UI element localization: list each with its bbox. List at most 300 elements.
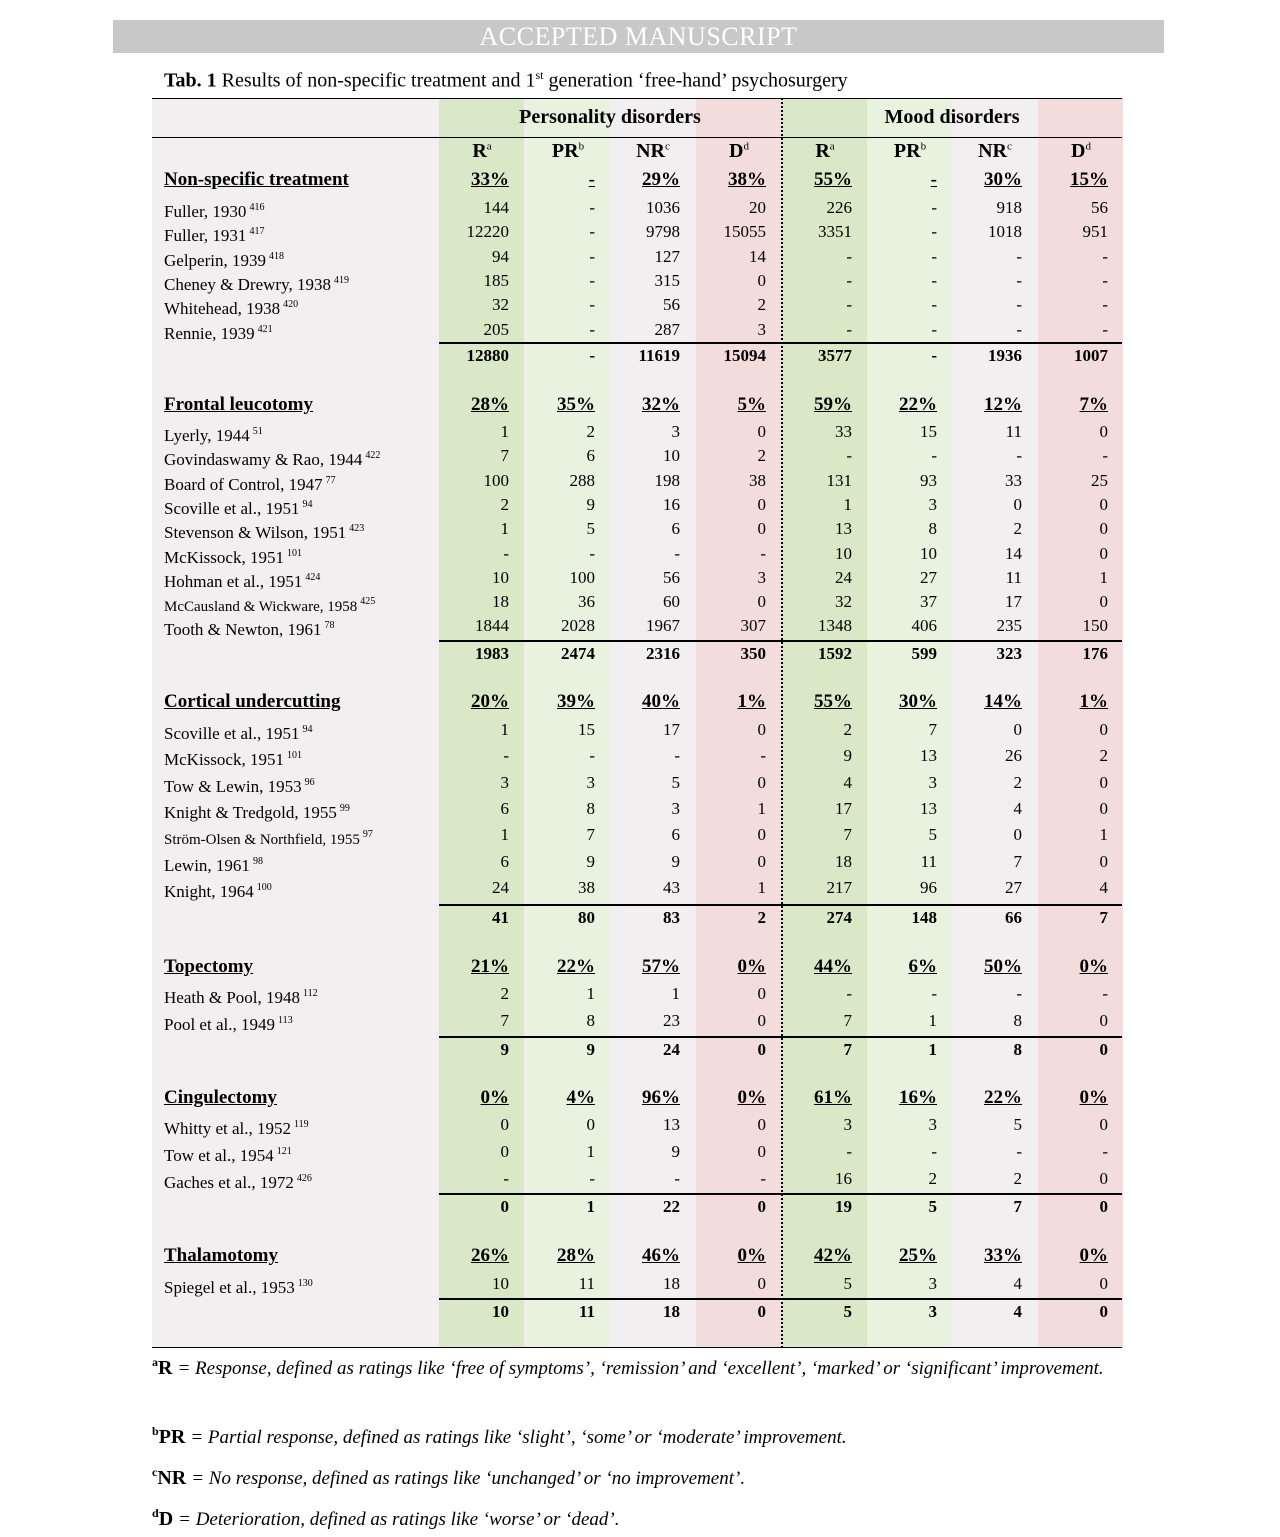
section-header-row (152, 1086, 1122, 1110)
table-cell: - (674, 543, 680, 563)
table-top-rule (152, 98, 1122, 99)
table-cell: 0 (757, 772, 766, 792)
table-row (152, 469, 1122, 493)
table-cell: 127 (654, 246, 680, 266)
table-cell: 3 (928, 1274, 937, 1293)
totals-row (152, 642, 1122, 666)
table-cell: 0 (757, 1274, 766, 1293)
table-cell: 3 (757, 567, 766, 587)
table-cell: 28% (557, 1245, 595, 1266)
table-cell: 15055 (723, 222, 766, 242)
table-cell: 24 (492, 877, 509, 897)
section-header-row (152, 690, 1122, 714)
table-cell: 7 (843, 825, 852, 845)
table-cell: 100 (483, 470, 509, 490)
table-cell: 39% (557, 691, 595, 712)
table-cell: 7 (586, 825, 595, 845)
table-cell: - (1016, 984, 1022, 1003)
table-cell: 9798 (646, 222, 680, 242)
table-cell: - (1102, 446, 1108, 466)
study-label: Fuller, 1930 $^{416}$ (164, 202, 265, 221)
table-cell: 2 (500, 494, 509, 514)
table-cell: 1 (500, 422, 509, 441)
table-cell: 1 (586, 984, 595, 1003)
table-cell: 1592 (818, 644, 852, 663)
table-cell: 24 (835, 567, 852, 587)
study-label: Fuller, 1931 $^{417}$ (164, 226, 265, 246)
table-cell: 1007 (1074, 346, 1108, 365)
table-cell: 5 (843, 1302, 852, 1321)
table-cell: 33 (835, 422, 852, 441)
table-cell: 9 (586, 1040, 595, 1059)
table-cell: 3 (671, 798, 680, 818)
table-cell: 8 (1013, 1010, 1022, 1030)
table-cell: 2 (1013, 1169, 1022, 1188)
column-header: $D^d$ (1071, 140, 1091, 162)
table-cell: - (931, 446, 937, 466)
table-cell: 83 (663, 908, 680, 927)
table-cell: 33% (471, 169, 509, 190)
table-cell: - (1102, 295, 1108, 315)
table-cell: 6 (586, 446, 595, 466)
table-cell: 18 (663, 1302, 680, 1321)
table-cell: 11 (1005, 567, 1022, 587)
table-cell: 6 (671, 825, 680, 845)
column-header: $PR^b$ (551, 140, 585, 162)
table-cell: 15 (578, 720, 595, 739)
table-cell: 3 (757, 319, 766, 339)
table-cell: 2 (757, 908, 766, 927)
table-cell: - (589, 746, 595, 766)
table-cell: 0 (1099, 1169, 1108, 1188)
table-cell: 3 (928, 1115, 937, 1134)
table-cell: 4% (566, 1087, 595, 1108)
table-cell: 11619 (638, 346, 680, 365)
table-cell: 13 (663, 1115, 680, 1134)
table-cell: - (1016, 319, 1022, 339)
table-cell: 350 (740, 644, 766, 663)
table-cell: 40% (642, 691, 680, 712)
table-cell: 7 (843, 1010, 852, 1030)
table-cell: 1983 (475, 644, 509, 663)
table-cell: - (1016, 295, 1022, 315)
table-cell: 9 (500, 1040, 509, 1059)
table-cell: 35% (557, 394, 595, 415)
table-row (152, 823, 1122, 847)
table-cell: 274 (826, 908, 852, 927)
table-row (152, 542, 1122, 566)
table-cell: 3 (671, 422, 680, 441)
table-cell: 0 (1099, 1115, 1108, 1134)
table-cell: 1 (586, 1197, 595, 1216)
totals-row (152, 1300, 1122, 1324)
table-cell: 226 (826, 198, 852, 217)
table-cell: - (931, 295, 937, 315)
table-cell: 2 (1013, 772, 1022, 792)
group-header-personality: Personality disorders (519, 106, 701, 128)
table-row (152, 1272, 1122, 1296)
table-cell: 36 (578, 592, 595, 612)
table-cell: 33% (984, 1245, 1022, 1266)
table-cell: - (846, 984, 852, 1003)
table-cell: 100 (569, 567, 595, 587)
table-cell: 5 (586, 519, 595, 539)
table-cell: 0 (757, 494, 766, 514)
table-cell: 94 (492, 246, 509, 266)
table-cell: 26% (471, 1245, 509, 1266)
table-cell: 0% (737, 1245, 766, 1266)
table-row (152, 269, 1122, 293)
table-cell: - (846, 295, 852, 315)
table-cell: 1018 (988, 222, 1022, 242)
study-label: Whitty et al., 1952 $^{119}$ (164, 1119, 309, 1138)
table-cell: 3 (500, 772, 509, 792)
footnote: $^c$NR = No response, defined as ratings like ‘unchanged’ or ‘no improvement’. (152, 1465, 746, 1489)
table-cell: 13 (920, 798, 937, 818)
study-label: Pool et al., 1949 $^{113}$ (164, 1014, 293, 1034)
table-cell: 0% (1079, 1245, 1108, 1266)
table-cell: 14 (1005, 543, 1022, 563)
table-cell: 8 (586, 798, 595, 818)
table-cell: 4 (1099, 877, 1108, 897)
table-cell: 15% (1070, 169, 1108, 190)
table-cell: 25 (1091, 470, 1108, 490)
table-cell: 5 (671, 772, 680, 792)
table-cell: 406 (911, 616, 937, 636)
table-cell: 21% (471, 956, 509, 977)
table-row (152, 590, 1122, 614)
table-cell: 0 (1099, 1197, 1108, 1216)
study-label: Board of Control, 1947 $^{77}$ (164, 474, 336, 494)
caption-text: Results of non-specific treatment and 1 (221, 69, 536, 92)
table-cell: 44% (814, 956, 852, 977)
table-cell: - (931, 222, 937, 242)
table-cell: - (1016, 1142, 1022, 1161)
table-cell: 6 (671, 519, 680, 539)
table-cell: 38% (728, 169, 766, 190)
table-cell: 0 (757, 984, 766, 1003)
table-cell: 1348 (818, 616, 852, 636)
table-row (152, 318, 1122, 342)
study-label: Stevenson & Wilson, 1951 $^{423}$ (164, 523, 365, 543)
section-title: Thalamotomy (164, 1245, 278, 1266)
table-cell: 1% (737, 691, 766, 712)
table-cell: 9 (671, 851, 680, 871)
study-label: Tow & Lewin, 1953 $^{96}$ (164, 776, 315, 796)
table-cell: 0 (1099, 1010, 1108, 1030)
table-cell: 5 (843, 1274, 852, 1293)
table-caption (164, 68, 848, 93)
table-cell: 1 (500, 720, 509, 739)
table-cell: 56 (663, 567, 680, 587)
table-cell: 0 (757, 592, 766, 612)
table-cell: 0 (1099, 798, 1108, 818)
table-cell: 30% (984, 169, 1022, 190)
table-cell: 2 (928, 1169, 937, 1188)
table-cell: 1 (757, 798, 766, 818)
table-cell: 0 (1099, 592, 1108, 612)
study-label: Cheney & Drewry, 1938 $^{419}$ (164, 274, 349, 294)
table-row (152, 614, 1122, 638)
table-cell: 599 (911, 644, 937, 663)
table-cell: 17 (1005, 592, 1022, 612)
table-cell: 55% (814, 169, 852, 190)
table-cell: 29% (642, 169, 680, 190)
table-cell: 3351 (818, 222, 852, 242)
group-header-mood: Mood disorders (884, 106, 1020, 128)
table-cell: - (846, 246, 852, 266)
table-cell: - (674, 746, 680, 766)
table-cell: 6 (500, 798, 509, 818)
study-label: Whitehead, 1938 $^{420}$ (164, 299, 299, 319)
table-cell: - (1102, 270, 1108, 290)
caption-label: Tab. 1 (164, 69, 217, 92)
table-cell: 1 (671, 984, 680, 1003)
table-cell: 13 (835, 519, 852, 539)
caption-text-after: generation ‘free-hand’ psychosurgery (548, 69, 848, 92)
table-row (152, 1140, 1122, 1164)
table-cell: - (846, 270, 852, 290)
table-cell: - (589, 295, 595, 315)
table-cell: 0 (1099, 772, 1108, 792)
table-cell: 2474 (561, 644, 595, 663)
table-cell: 0 (1099, 543, 1108, 563)
table-cell: 32% (642, 394, 680, 415)
table-cell: 2 (1099, 746, 1108, 766)
table-cell: 16 (835, 1169, 852, 1188)
table-cell: - (589, 1169, 595, 1188)
table-cell: 5 (928, 825, 937, 845)
table-cell: 0 (757, 720, 766, 739)
section-header-row (152, 393, 1122, 417)
table-cell: 3577 (818, 346, 852, 365)
table-cell: 0% (737, 1087, 766, 1108)
table-cell: 46% (642, 1245, 680, 1266)
section-header-row (152, 168, 1122, 192)
table-cell: 32 (492, 295, 509, 315)
study-label: Scoville et al., 1951 $^{94}$ (164, 498, 313, 518)
table-cell: 12220 (466, 222, 509, 242)
table-cell: 0 (1013, 494, 1022, 514)
table-cell: 6% (908, 956, 937, 977)
table-cell: 0 (500, 1142, 509, 1161)
table-cell: 22% (984, 1087, 1022, 1108)
section-title: Cingulectomy (164, 1087, 277, 1108)
table-row (152, 293, 1122, 317)
table-cell: 27 (920, 567, 937, 587)
column-header: $R^a$ (472, 140, 492, 162)
table-row (152, 420, 1122, 444)
table-cell: 3 (586, 772, 595, 792)
table-cell: - (846, 319, 852, 339)
table-cell: 15094 (723, 346, 766, 365)
table-cell: 28% (471, 394, 509, 415)
table-cell: 1967 (646, 616, 680, 636)
table-row (152, 771, 1122, 795)
study-label: McCausland & Wickware, 1958 $^{425}$ (164, 596, 376, 616)
footnote: $^b$PR = Partial response, defined as ratings like ‘slight’, ‘some’ or ‘moderate’ improvement. (152, 1424, 847, 1448)
table-cell: 0 (500, 1115, 509, 1134)
header-rule (152, 137, 1122, 138)
table-cell: 37 (920, 592, 937, 612)
table-cell: 14% (984, 691, 1022, 712)
table-row (152, 220, 1122, 244)
table-cell: - (589, 222, 595, 242)
table-cell: 0 (1099, 422, 1108, 441)
column-header: $R^a$ (815, 140, 835, 162)
table-cell: 0 (500, 1197, 509, 1216)
study-label: McKissock, 1951 $^{101}$ (164, 547, 302, 567)
table-cell: 66 (1005, 908, 1022, 927)
table-cell: 0 (757, 1197, 766, 1216)
table-cell: - (760, 543, 766, 563)
study-label: Knight & Tredgold, 1955 $^{99}$ (164, 802, 350, 822)
table-cell: 7 (500, 446, 509, 466)
table-cell: 2316 (646, 644, 680, 663)
table-cell: 25% (899, 1245, 937, 1266)
table-cell: 11 (578, 1302, 595, 1321)
table-cell: 10 (835, 543, 852, 563)
table-cell: 19 (835, 1197, 852, 1216)
table-cell: 3 (928, 494, 937, 514)
table-cell: 80 (578, 908, 595, 927)
table-row (152, 797, 1122, 821)
table-cell: 8 (1013, 1040, 1022, 1059)
table-cell: 0 (1099, 851, 1108, 871)
table-cell: 10 (663, 446, 680, 466)
table-cell: 59% (814, 394, 852, 415)
table-cell: 144 (483, 198, 509, 217)
table-cell: 4 (1013, 1274, 1022, 1293)
table-cell: 0 (757, 422, 766, 441)
study-label: Gaches et al., 1972 $^{426}$ (164, 1173, 312, 1192)
table-cell: 0 (1099, 519, 1108, 539)
table-cell: 18 (835, 851, 852, 871)
table-cell: 61% (814, 1087, 852, 1108)
table-cell: - (931, 270, 937, 290)
table-cell: 1 (1099, 567, 1108, 587)
table-cell: - (931, 346, 937, 365)
table-cell: - (931, 984, 937, 1003)
table-cell: 0 (1099, 494, 1108, 514)
table-cell: 24 (663, 1040, 680, 1059)
table-cell: 12% (984, 394, 1022, 415)
table-cell: - (1102, 246, 1108, 266)
table-cell: 30% (899, 691, 937, 712)
study-label: McKissock, 1951 $^{101}$ (164, 750, 302, 770)
table-cell: 2 (757, 446, 766, 466)
table-cell: 11 (920, 851, 937, 871)
table-cell: 23 (663, 1010, 680, 1030)
table-cell: 38 (749, 470, 766, 490)
table-cell: 0% (480, 1087, 509, 1108)
table-cell: 15 (920, 422, 937, 441)
table-cell: 60 (663, 592, 680, 612)
table-cell: 56 (1091, 198, 1108, 217)
table-cell: 2 (843, 720, 852, 739)
table-cell: 1 (500, 825, 509, 845)
table-cell: - (589, 198, 595, 217)
table-cell: 7 (1013, 851, 1022, 871)
table-cell: 96 (920, 877, 937, 897)
study-label: Heath & Pool, 1948 $^{112}$ (164, 988, 318, 1007)
table-cell: 7% (1079, 394, 1108, 415)
results-table (152, 98, 1122, 1348)
totals-row (152, 906, 1122, 930)
banner: ACCEPTED MANUSCRIPT (113, 20, 1164, 53)
table-cell: 176 (1082, 644, 1108, 663)
table-cell: 18 (492, 592, 509, 612)
table-cell: 18 (663, 1274, 680, 1293)
table-cell: 1 (843, 494, 852, 514)
table-cell: 3 (928, 772, 937, 792)
section-title: Cortical undercutting (164, 691, 341, 712)
table-cell: 205 (483, 319, 509, 339)
totals-row (152, 1195, 1122, 1219)
section-title: Frontal leucotomy (164, 394, 313, 415)
study-label: Ström-Olsen & Northfield, 1955 $^{97}$ (164, 829, 373, 849)
table-cell: 2 (586, 422, 595, 441)
table-cell: 93 (920, 470, 937, 490)
table-cell: 4 (843, 772, 852, 792)
table-cell: - (1102, 1142, 1108, 1161)
table-cell: - (503, 1169, 509, 1188)
table-cell: 57% (642, 956, 680, 977)
study-label: Rennie, 1939 $^{421}$ (164, 323, 273, 343)
section-title: Topectomy (164, 956, 254, 977)
table-cell: 185 (483, 270, 509, 290)
table-cell: 217 (826, 877, 852, 897)
table-cell: 150 (1082, 616, 1108, 636)
table-cell: 131 (826, 470, 852, 490)
table-cell: 7 (928, 720, 937, 739)
column-header: $PR^b$ (893, 140, 927, 162)
table-cell: 27 (1005, 877, 1022, 897)
study-label: Lyerly, 1944 $^{51}$ (164, 426, 263, 445)
table-cell: 4 (1013, 798, 1022, 818)
table-cell: 0 (757, 825, 766, 845)
table-cell: 8 (928, 519, 937, 539)
table-cell: - (931, 319, 937, 339)
table-cell: - (1102, 319, 1108, 339)
study-label: Tow et al., 1954 $^{121}$ (164, 1146, 292, 1165)
table-cell: - (589, 543, 595, 563)
table-cell: 0 (757, 1142, 766, 1161)
table-cell: - (1016, 246, 1022, 266)
table-cell: 2 (757, 295, 766, 315)
table-cell: 14 (749, 246, 766, 266)
table-cell: 10 (492, 1302, 509, 1321)
section-title: Non-specific treatment (164, 169, 349, 190)
table-cell: 50% (984, 956, 1022, 977)
table-cell: - (589, 319, 595, 339)
study-label: Scoville et al., 1951 $^{94}$ (164, 724, 313, 743)
table-row (152, 982, 1122, 1006)
table-cell: 0 (1099, 1302, 1108, 1321)
table-cell: 10 (920, 543, 937, 563)
table-row (152, 517, 1122, 541)
table-cell: 288 (569, 470, 595, 490)
footnote: $^a$R = Response, defined as ratings like ‘free of symptoms’, ‘remission’ and ‘excellent’, ‘marked’ or ‘significant’ improvement. (152, 1355, 1104, 1379)
table-cell: 12880 (466, 346, 509, 365)
table-cell: - (1016, 446, 1022, 466)
table-cell: - (589, 246, 595, 266)
table-cell: 235 (996, 616, 1022, 636)
table-row (152, 718, 1122, 742)
table-cell: 22% (557, 956, 595, 977)
table-cell: - (931, 198, 937, 217)
table-cell: 43 (663, 877, 680, 897)
